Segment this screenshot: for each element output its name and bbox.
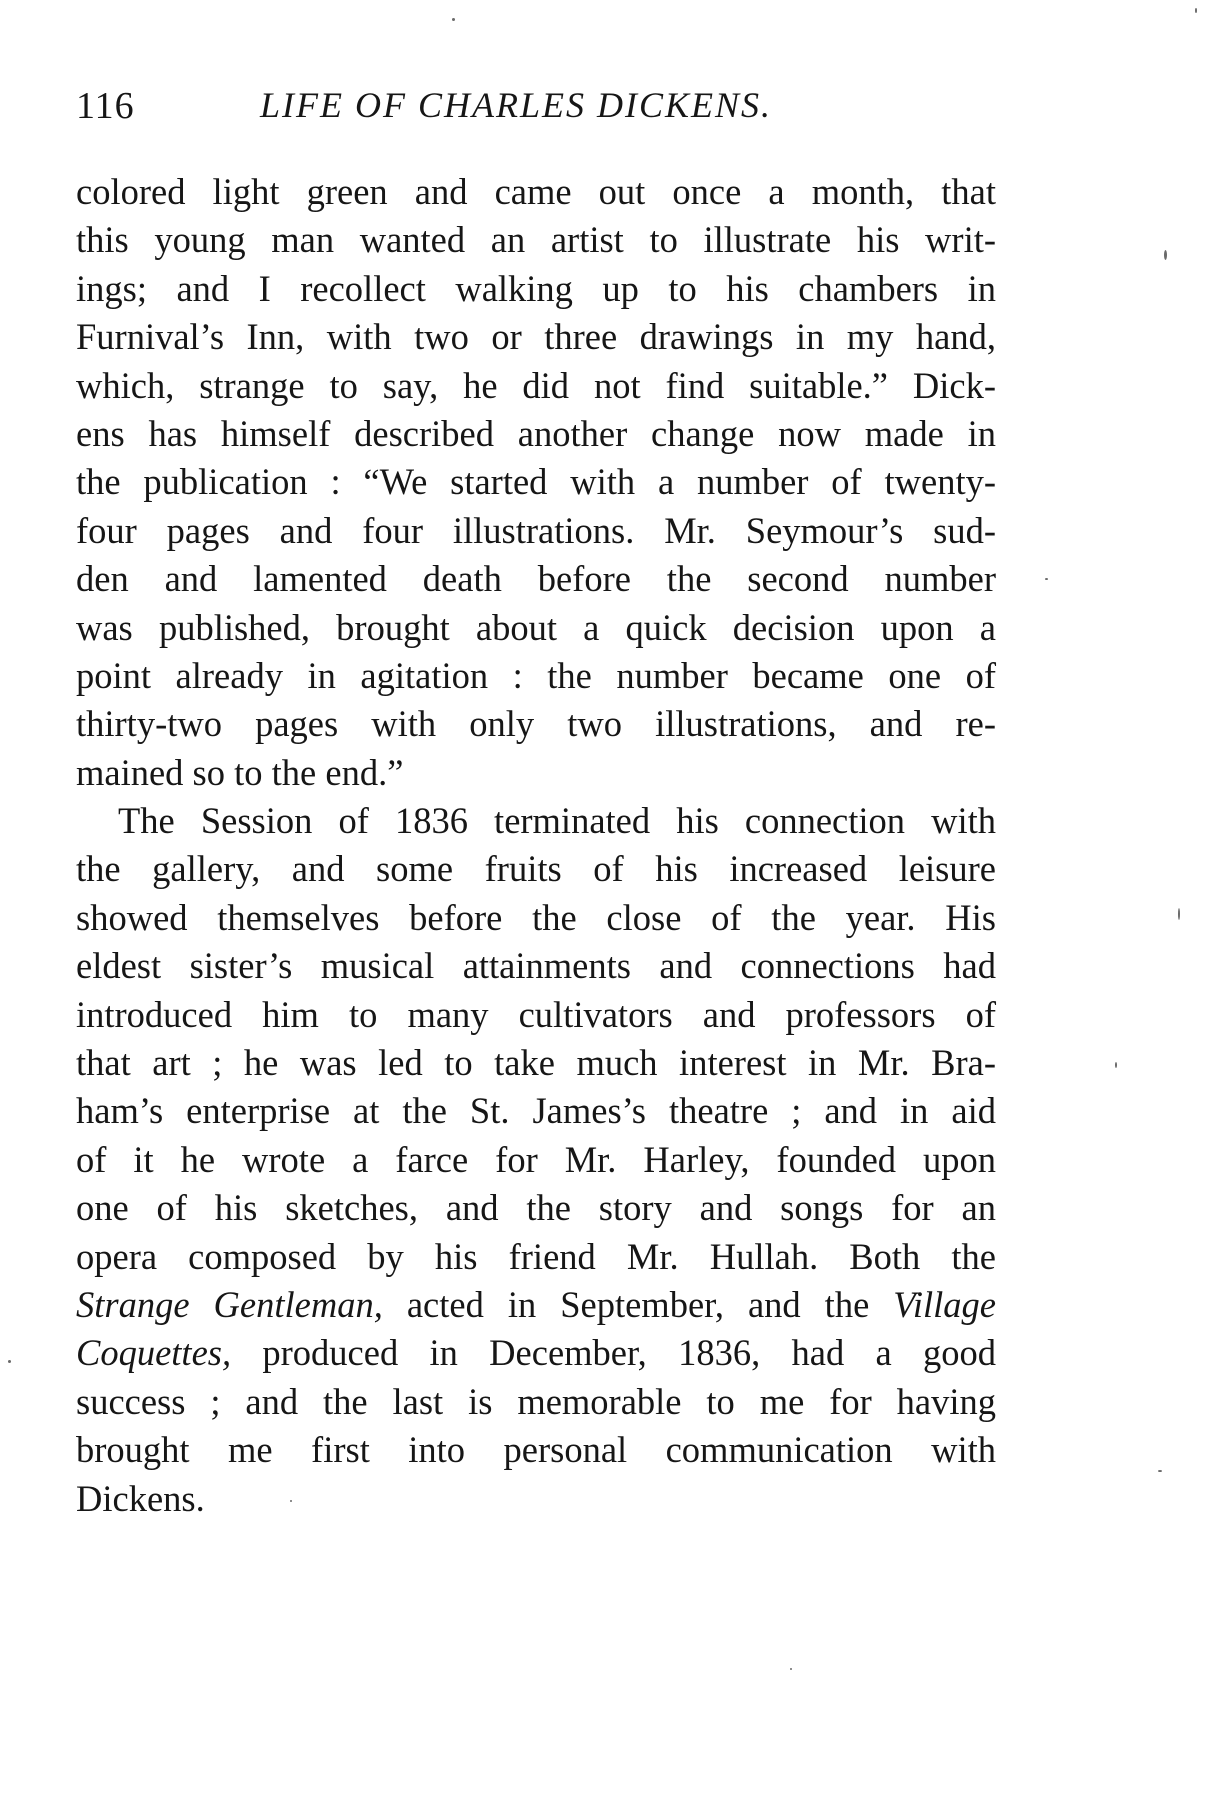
text-line: mained so to the end.” [76,751,404,793]
text-line: success ; and the last is memorable to me for having [76,1380,996,1422]
scan-speck [1115,1062,1117,1068]
scan-speck [8,1360,11,1363]
paragraph-2 [76,797,996,1523]
text-line: four pages and four illustrations. Mr. Seymour’s sud- [76,509,996,551]
scan-speck [1045,578,1048,580]
text-line-village-coquettes [76,1329,996,1377]
text-line: showed themselves before the close of the year. His [76,896,996,938]
scan-speck [290,1500,292,1502]
running-title: LIFE OF CHARLES DICKENS. [260,85,772,125]
scan-speck [1178,908,1180,920]
text-line: that art ; he was led to take much interest in Mr. Bra- [76,1042,996,1084]
text-line: eldest sister’s musical attainments and connections had [76,945,996,987]
scan-speck [452,18,455,21]
play-title-village: Village [893,1283,996,1325]
text-line: which, strange to say, he did not find suitable.” Dick- [76,364,996,406]
body-text [76,168,996,1523]
text-line: of it he wrote a farce for Mr. Harley, founded upon [76,1138,996,1180]
page-number: 116 [76,85,135,127]
scan-speck [1195,8,1197,13]
text-line: Furnival’s Inn, with two or three drawings in my hand, [76,316,996,358]
text-line: point already in agitation : the number became one of [76,654,996,696]
text-line: ham’s enterprise at the St. James’s theatre ; and in aid [76,1090,996,1132]
scan-speck [1158,1470,1162,1472]
text-line: thirty-two pages with only two illustrations, and re- [76,703,996,745]
text-line: Dickens. [76,1477,205,1519]
text-line: colored light green and came out once a month, that [76,171,996,212]
text-segment: produced in December, 1836, had a good [231,1332,996,1374]
text-line: the publication : “We started with a number of twenty- [76,461,996,503]
text-line: this young man wanted an artist to illustrate his writ- [76,219,996,261]
text-line: ens has himself described another change now made in [76,412,996,454]
paragraph-1 [76,168,996,797]
text-line: the gallery, and some fruits of his increased leisure [76,848,996,890]
text-segment: acted in September, and the [382,1283,894,1325]
running-head [76,84,996,144]
text-line: den and lamented death before the second number [76,558,996,600]
text-line: ings; and I recollect walking up to his chambers in [76,267,996,309]
play-title-coquettes: Coquettes, [76,1332,232,1374]
text-line: was published, brought about a quick decision upon a [76,606,996,648]
text-line: one of his sketches, and the story and songs for an [76,1187,996,1229]
scan-speck [1164,250,1167,260]
text-line: opera composed by his friend Mr. Hullah. Both the [76,1235,996,1277]
scan-speck [790,1668,792,1670]
text-line: introduced him to many cultivators and professors of [76,993,996,1035]
text-line: brought me first into personal communication with [76,1429,996,1471]
text-line-strange-gentleman [76,1281,996,1329]
play-title-strange-gentleman: Strange Gentleman, [76,1283,383,1325]
text-line: The Session of 1836 terminated his connection with [118,800,996,842]
